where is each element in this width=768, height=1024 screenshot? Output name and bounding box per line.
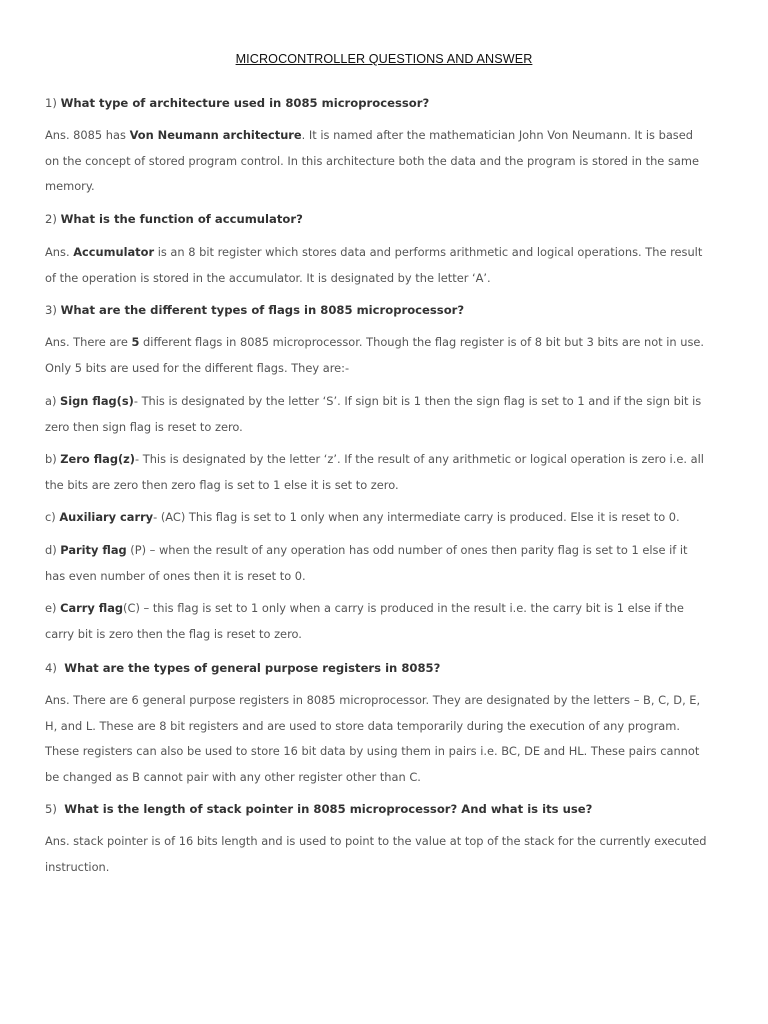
text-run: Ans. 8085 has <box>45 128 130 142</box>
item-prefix: b) <box>45 452 61 466</box>
answer-4 <box>45 688 725 790</box>
text-run: . It is named after the mathematician John Von Neumann. It is based <box>301 128 693 142</box>
answer-line <box>45 538 725 564</box>
item-prefix: e) <box>45 601 61 615</box>
flag-item-e <box>45 596 725 647</box>
text-run: Ans. There are <box>45 335 132 349</box>
answer-5 <box>45 829 725 880</box>
answer-line: Ans. stack pointer is of 16 bits length and is used to point to the value at top of the stack for the currently executed <box>45 834 707 848</box>
question-text: What are the types of general purpose registers in 8085? <box>64 661 441 675</box>
answer-2 <box>45 240 725 291</box>
text-run: (P) – when the result of any operation has odd number of ones then parity flag is set to 1 else if it <box>126 543 688 557</box>
question-text: What are the different types of flags in 8085 microprocessor? <box>60 303 465 317</box>
bold-term: Carry flag <box>60 601 124 615</box>
text-run: different flags in 8085 microprocessor. Though the flag register is of 8 bit but 3 bits are not in use. <box>139 335 705 349</box>
text-run: Ans. <box>45 245 74 259</box>
text-run: is an 8 bit register which stores data and performs arithmetic and logical operations. The result <box>154 245 703 259</box>
flag-item-c <box>45 505 725 531</box>
answer-line: has even number of ones then it is reset to 0. <box>45 568 306 583</box>
bold-term: Zero flag(z) <box>60 452 136 466</box>
answer-line <box>45 240 725 266</box>
answer-line: Ans. There are 6 general purpose registers in 8085 microprocessor. They are designated by the letters – B, C, D, E, <box>45 693 701 707</box>
answer-line <box>45 596 725 622</box>
answer-line <box>45 447 725 473</box>
answer-line <box>45 123 725 149</box>
document-title: MICROCONTROLLER QUESTIONS AND ANSWER <box>235 52 533 66</box>
question-number: 5) <box>45 802 57 816</box>
answer-line: memory. <box>45 179 95 194</box>
answer-line <box>45 505 725 531</box>
answer-3 <box>45 330 725 381</box>
answer-line: These registers can also be used to store 16 bit data by using them in pairs i.e. BC, DE and HL. These pairs cannot <box>45 744 700 759</box>
item-prefix: c) <box>45 510 60 524</box>
item-prefix: a) <box>45 394 61 408</box>
flag-item-b <box>45 447 725 498</box>
flag-item-d <box>45 538 725 589</box>
question-1 <box>45 94 725 112</box>
answer-line: be changed as B cannot pair with any other register other than C. <box>45 769 421 784</box>
bold-term: Sign flag(s) <box>60 394 134 408</box>
answer-line: instruction. <box>45 859 110 874</box>
answer-line: the bits are zero then zero flag is set to 1 else it is set to zero. <box>45 477 399 492</box>
question-4 <box>45 659 725 677</box>
answer-line: carry bit is zero then the flag is reset to zero. <box>45 626 302 641</box>
answer-line <box>45 389 725 415</box>
question-text: What is the length of stack pointer in 8085 microprocessor? And what is its use? <box>64 802 593 816</box>
bold-term: Parity flag <box>60 543 127 557</box>
item-prefix: d) <box>45 543 61 557</box>
answer-line: H, and L. These are 8 bit registers and are used to store data temporarily during the execution of any program. <box>45 718 680 733</box>
question-number: 4) <box>45 661 57 675</box>
question-number: 1) <box>45 96 57 110</box>
text-run: - This is designated by the letter ‘z’. If the result of any arithmetic or logical operation is zero i.e. all <box>135 452 704 466</box>
answer-1 <box>45 123 725 200</box>
answer-line: Only 5 bits are used for the different flags. They are:- <box>45 360 350 375</box>
bold-term: 5 <box>131 335 140 349</box>
answer-line: of the operation is stored in the accumulator. It is designated by the letter ‘A’. <box>45 270 491 285</box>
question-2 <box>45 210 725 228</box>
question-number: 3) <box>45 303 57 317</box>
flag-item-a <box>45 389 725 440</box>
question-5 <box>45 800 725 818</box>
question-3 <box>45 301 725 319</box>
bold-term: Accumulator <box>73 245 155 259</box>
bold-term: Auxiliary carry <box>59 510 154 524</box>
question-text: What is the function of accumulator? <box>60 212 303 226</box>
answer-line: on the concept of stored program control. In this architecture both the data and the program is stored in the same <box>45 153 699 168</box>
question-number: 2) <box>45 212 57 226</box>
text-run: (C) – this flag is set to 1 only when a carry is produced in the result i.e. the carry bit is 1 else if the <box>123 601 684 615</box>
question-text: What type of architecture used in 8085 microprocessor? <box>60 96 430 110</box>
answer-line: zero then sign flag is reset to zero. <box>45 419 243 434</box>
text-run: - This is designated by the letter ‘S’. If sign bit is 1 then the sign flag is set to 1 and if the sign bit is <box>133 394 702 408</box>
text-run: - (AC) This flag is set to 1 only when any intermediate carry is produced. Else it is reset to 0. <box>153 510 680 524</box>
bold-term: Von Neumann architecture <box>129 128 302 142</box>
answer-line <box>45 330 725 356</box>
